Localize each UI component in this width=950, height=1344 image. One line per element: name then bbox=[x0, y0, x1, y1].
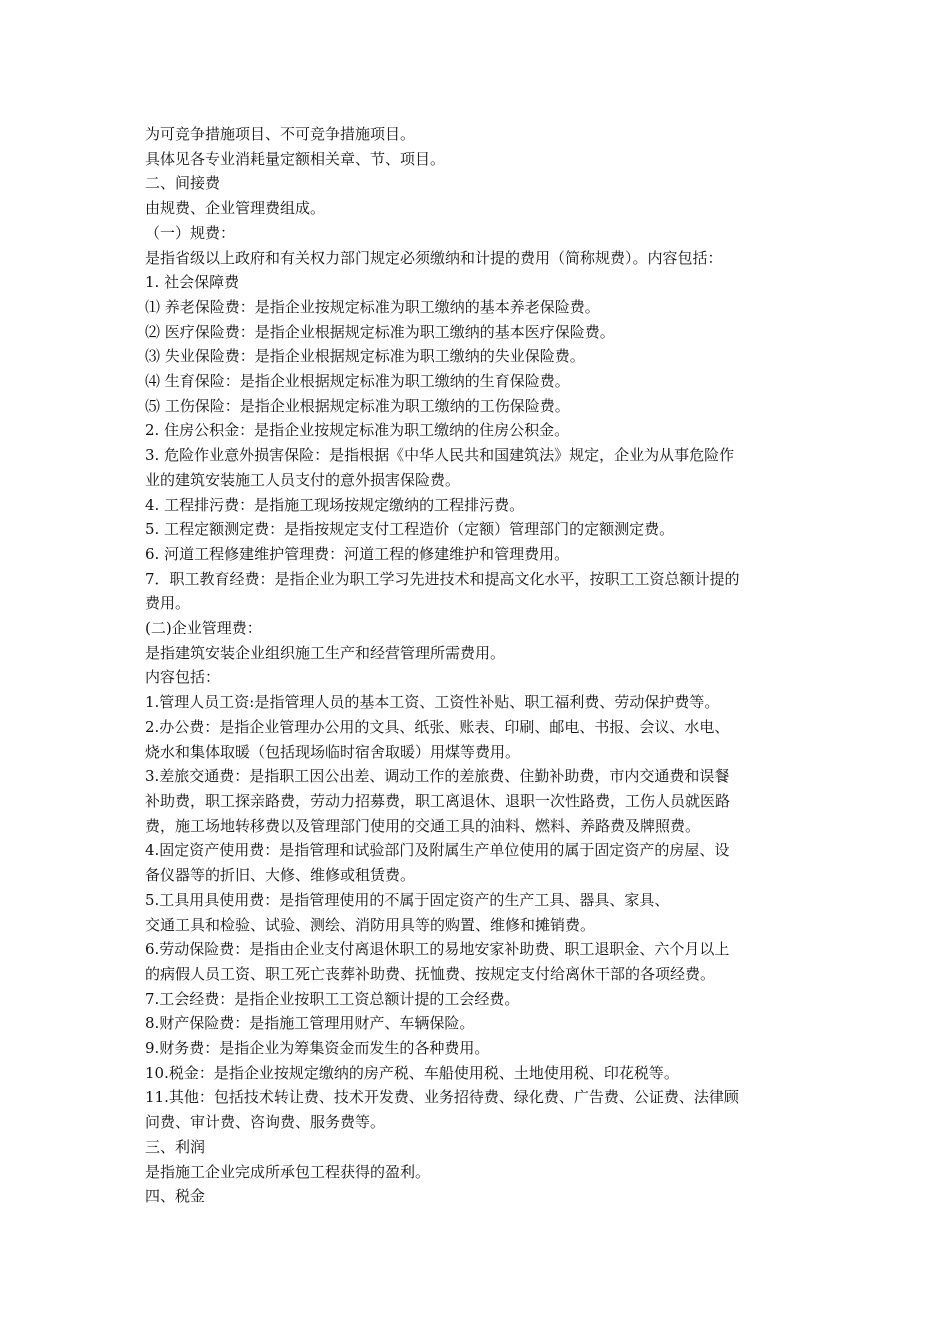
list-item-continuation: 烧水和集体取暖（包括现场临时宿舍取暖）用煤等费用。 bbox=[145, 742, 521, 761]
subsection-heading: （一）规费： bbox=[145, 223, 236, 242]
text-line: 具体见各专业消耗量定额相关章、节、项目。 bbox=[145, 149, 446, 168]
list-item-continuation: 交通工具和检验、试验、测绘、消防用具等的购置、维修和摊销费。 bbox=[145, 915, 596, 934]
list-item: 11.其他：包括技术转让费、技术开发费、业务招待费、绿化费、广告费、公证费、法律顾 bbox=[145, 1088, 739, 1107]
text-line: 内容包括： bbox=[145, 668, 221, 687]
text-line: 是指建筑安装企业组织施工生产和经营管理所需费用。 bbox=[145, 643, 506, 662]
list-item-continuation: 补助费，职工探亲路费，劳动力招募费，职工离退休、退职一次性路费，工伤人员就医路 bbox=[145, 791, 731, 810]
list-item: 3.差旅交通费：是指职工因公出差、调动工作的差旅费、住勤补助费，市内交通费和误餐 bbox=[145, 767, 730, 786]
list-item-continuation: 问费、审计费、咨询费、服务费等。 bbox=[145, 1113, 386, 1132]
subsection-heading: (二)企业管理费： bbox=[145, 619, 262, 638]
list-item: 6.劳动保险费：是指由企业支付离退休职工的易地安家补助费、职工退职金、六个月以上 bbox=[145, 940, 730, 959]
list-item: ⑷ 生育保险：是指企业根据规定标准为职工缴纳的生育保险费。 bbox=[145, 372, 570, 391]
list-item: 7．职工教育经费：是指企业为职工学习先进技术和提高文化水平，按职工工资总额计提的 bbox=[145, 569, 740, 588]
text-line: 是指施工企业完成所承包工程获得的盈利。 bbox=[145, 1162, 431, 1181]
list-item-continuation: 费用。 bbox=[145, 594, 191, 613]
list-item: 7.工会经费：是指企业按职工工资总额计提的工会经费。 bbox=[145, 989, 520, 1008]
list-item: 6. 河道工程修建维护管理费：河道工程的修建维护和管理费用。 bbox=[145, 544, 570, 563]
list-item: ⑵ 医疗保险费：是指企业根据规定标准为职工缴纳的基本医疗保险费。 bbox=[145, 322, 615, 341]
section-heading: 三、利润 bbox=[145, 1137, 206, 1156]
list-item-continuation: 费，施工场地转移费以及管理部门使用的交通工具的油料、燃料、养路费及牌照费。 bbox=[145, 816, 701, 835]
list-item-continuation: 业的建筑安装施工人员支付的意外损害保险费。 bbox=[145, 470, 461, 489]
list-item: ⑴ 养老保险费：是指企业按规定标准为职工缴纳的基本养老保险费。 bbox=[145, 297, 600, 316]
list-item: 4.固定资产使用费：是指管理和试验部门及附属生产单位使用的属于固定资产的房屋、设 bbox=[145, 841, 730, 860]
text-line: 为可竞争措施项目、不可竞争措施项目。 bbox=[145, 125, 416, 143]
list-item-continuation: 备仪器等的折旧、大修、维修或租赁费。 bbox=[145, 866, 416, 885]
list-item: 2. 住房公积金：是指企业按规定标准为职工缴纳的住房公积金。 bbox=[145, 421, 570, 440]
document-body bbox=[145, 122, 810, 1209]
list-item: 4. 工程排污费：是指施工现场按规定缴纳的工程排污费。 bbox=[145, 495, 525, 514]
list-item: ⑶ 失业保险费：是指企业根据规定标准为职工缴纳的失业保险费。 bbox=[145, 347, 585, 366]
list-item: ⑸ 工伤保险：是指企业根据规定标准为职工缴纳的工伤保险费。 bbox=[145, 396, 570, 415]
list-item: 5. 工程定额测定费：是指按规定支付工程造价（定额）管理部门的定额测定费。 bbox=[145, 520, 675, 539]
list-item: 9.财务费：是指企业为筹集资金而发生的各种费用。 bbox=[145, 1039, 490, 1058]
text-line: 由规费、企业管理费组成。 bbox=[145, 199, 326, 218]
text-line: 是指省级以上政府和有关权力部门规定必须缴纳和计提的费用（简称规费）。内容包括： bbox=[145, 248, 723, 267]
list-item: 10.税金：是指企业按规定缴纳的房产税、车船使用税、土地使用税、印花税等。 bbox=[145, 1063, 679, 1082]
list-item: 2.办公费：是指企业管理办公用的文具、纸张、账表、印刷、邮电、书报、会议、水电、 bbox=[145, 717, 730, 736]
list-item: 1. 社会保障费 bbox=[145, 273, 240, 292]
list-item: 3. 危险作业意外损害保险：是指根据《中华人民共和国建筑法》规定，企业为从事危险作 bbox=[145, 446, 735, 465]
list-item: 5.工具用具使用费：是指管理使用的不属于固定资产的生产工具、器具、家具、 bbox=[145, 890, 670, 909]
list-item-continuation: 的病假人员工资、职工死亡丧葬补助费、抚恤费、按规定支付给离休干部的各项经费。 bbox=[145, 964, 716, 983]
section-heading: 四、税金 bbox=[145, 1187, 206, 1206]
list-item: 8.财产保险费：是指施工管理用财产、车辆保险。 bbox=[145, 1014, 475, 1033]
section-heading: 二、间接费 bbox=[145, 174, 221, 193]
list-item: 1.管理人员工资:是指管理人员的基本工资、工资性补贴、职工福利费、劳动保护费等。 bbox=[145, 693, 720, 712]
